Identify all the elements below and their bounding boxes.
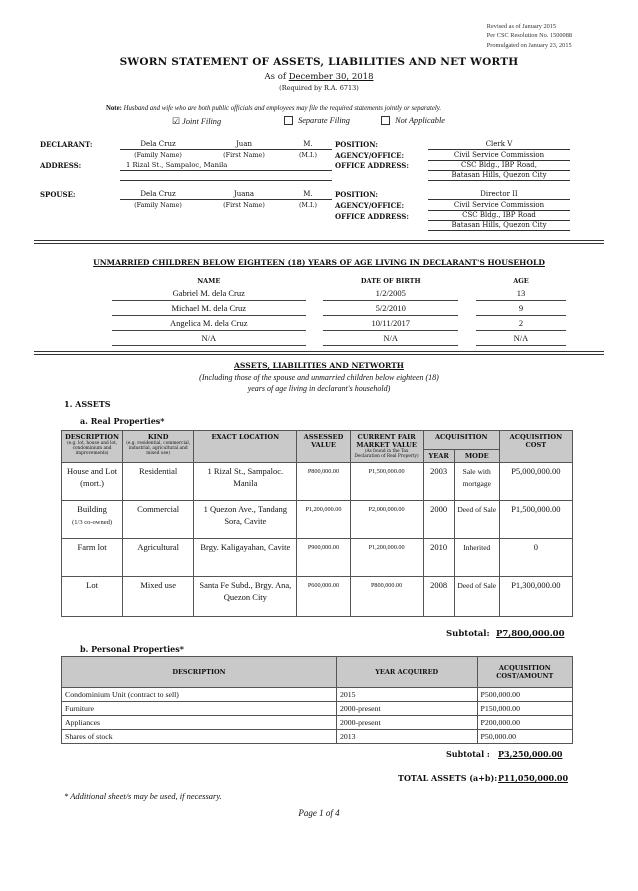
spouse-office-line2: Batasan Hills, Quezon City <box>451 221 547 229</box>
note-text: Husband and wife who are both public officials and employees may file the required statements jointly or separately. <box>123 105 442 112</box>
spouse-first-name: Juana <box>233 190 255 198</box>
rp-location: Santa Fe Subd., Brgy. Ana, Quezon City <box>194 577 297 617</box>
declarant-address: 1 Rizal St., Sampaloc, Manila <box>126 161 228 169</box>
table-row <box>62 730 573 744</box>
child-age: N/A <box>476 331 566 346</box>
pp-cost: P500,000.00 <box>477 688 572 702</box>
table-row <box>62 539 573 577</box>
rp-location: Brgy. Kaligayahan, Cavite <box>194 539 297 577</box>
family-name-caption: (Family Name) <box>134 151 182 159</box>
rp-cost: P5,000,000.00 <box>499 463 572 501</box>
position-label: POSITION: <box>335 140 379 149</box>
total-assets-label: TOTAL ASSETS (a+b): <box>398 773 498 783</box>
as-of-label: As of <box>264 72 286 82</box>
child-row <box>112 301 566 316</box>
child-dob: 1/2/2005 <box>323 286 458 301</box>
section-divider <box>34 240 604 244</box>
rp-cost: 0 <box>499 539 572 577</box>
rp-assessed: P800,000.00 <box>297 463 350 501</box>
joint-filing-label: Joint Filing <box>182 117 222 126</box>
rp-kind: Commercial <box>123 501 194 539</box>
spouse-mi-caption: (M.I.) <box>298 201 318 209</box>
declarant-name-line <box>120 149 332 150</box>
note <box>106 105 441 112</box>
spouse-position-label: POSITION: <box>335 190 379 199</box>
office-line-2 <box>428 180 570 181</box>
table-row <box>62 501 573 539</box>
col-dob: DATE OF BIRTH <box>360 277 421 285</box>
position-line <box>428 149 570 150</box>
revision-promulgated: Promulgated on January 23, 2015 <box>486 41 572 49</box>
rp-kind: Agricultural <box>123 539 194 577</box>
pp-year: 2013 <box>336 730 477 744</box>
child-name: Angelica M. dela Cruz <box>112 316 306 331</box>
rp-kind: Residential <box>123 463 194 501</box>
rp-col-kind: KIND (e.g. residential, commercial, industrial, agricultural and mixed use) <box>123 431 194 463</box>
required-by: (Required by R.A. 6713) <box>279 84 359 92</box>
table-row <box>62 702 573 716</box>
pp-desc: Furniture <box>62 702 337 716</box>
children-table <box>112 276 566 346</box>
child-name: N/A <box>112 331 306 346</box>
pp-year: 2000-present <box>336 702 477 716</box>
child-row <box>112 286 566 301</box>
rp-desc: Lot <box>62 577 123 617</box>
real-properties-table <box>61 430 573 617</box>
children-heading: UNMARRIED CHILDREN BELOW EIGHTEEN (18) YEARS OF AGE LIVING IN DECLARANT'S HOUSEHOLD <box>93 258 545 267</box>
table-row <box>62 463 573 501</box>
spouse-position: Director II <box>480 190 518 198</box>
declarant-family-name: Dela Cruz <box>140 140 176 148</box>
assets-subtitle-1: (Including those of the spouse and unmarried children below eighteen (18) <box>199 373 439 382</box>
rp-year: 2000 <box>423 501 454 539</box>
rp-col-mode: MODE <box>454 450 499 463</box>
rp-assessed: P600,000.00 <box>297 577 350 617</box>
agency-label: AGENCY/OFFICE: <box>335 151 405 160</box>
rp-kind: Mixed use <box>123 577 194 617</box>
rp-mode: Deed of Sale <box>454 501 499 539</box>
spouse-name-line <box>120 199 332 200</box>
real-subtotal-label: Subtotal: <box>446 629 490 639</box>
spouse-office-label: OFFICE ADDRESS: <box>335 212 409 221</box>
rp-col-year: YEAR <box>423 450 454 463</box>
rp-desc: House and Lot (mort.) <box>62 463 123 501</box>
spouse-agency: Civil Service Commission <box>453 201 545 209</box>
assets-heading: ASSETS, LIABILITIES AND NETWORTH <box>234 361 404 370</box>
pp-year: 2000-present <box>336 716 477 730</box>
rp-col-location: EXACT LOCATION <box>194 431 297 463</box>
child-dob: 10/11/2017 <box>323 316 458 331</box>
children-header-row <box>112 276 566 286</box>
pp-cost: P50,000.00 <box>477 730 572 744</box>
pp-desc: Shares of stock <box>62 730 337 744</box>
spouse-family-caption: (Family Name) <box>134 201 182 209</box>
declarant-position: Clerk V <box>485 140 513 148</box>
child-row <box>112 316 566 331</box>
rp-year: 2010 <box>423 539 454 577</box>
rp-cost: P1,500,000.00 <box>499 501 572 539</box>
rp-fair: P1,500,000.00 <box>350 463 423 501</box>
table-row <box>62 716 573 730</box>
spouse-office-line1: CSC Bldg., IBP Road <box>462 211 536 219</box>
personal-subtotal-value: P3,250,000.00 <box>498 749 563 759</box>
address-line-2 <box>120 180 332 181</box>
rp-col-assessed: ASSESSED VALUE <box>297 431 350 463</box>
additional-sheets-note: * Additional sheet/s may be used, if necessary. <box>64 791 222 801</box>
rp-header-row <box>62 431 573 450</box>
assets-label: 1. ASSETS <box>64 399 111 409</box>
table-row <box>62 577 573 617</box>
separate-filing-option[interactable] <box>284 116 350 126</box>
rp-fair: P1,200,000.00 <box>350 539 423 577</box>
revision-note <box>487 22 572 50</box>
declarant-mi: M. <box>303 140 313 148</box>
page-number: Page 1 of 4 <box>298 808 340 818</box>
pp-col-cost: ACQUISITION COST/AMOUNT <box>477 657 572 688</box>
first-name-caption: (First Name) <box>223 151 265 159</box>
rp-year: 2008 <box>423 577 454 617</box>
assets-subtitle-2: years of age living in declarant's household) <box>247 384 391 393</box>
spouse-mi: M. <box>303 190 313 198</box>
child-dob: 5/2/2010 <box>323 301 458 316</box>
declarant-label: DECLARANT: <box>40 140 93 149</box>
rp-year: 2003 <box>423 463 454 501</box>
spouse-family-name: Dela Cruz <box>140 190 176 198</box>
child-dob: N/A <box>323 331 458 346</box>
declarant-office-line1: CSC Bldg., IBP Road, <box>461 161 537 169</box>
child-age: 9 <box>476 301 566 316</box>
rp-col-acquisition: ACQUISITION <box>423 431 499 450</box>
separate-filing-label: Separate Filing <box>298 116 350 125</box>
pp-cost: P200,000.00 <box>477 716 572 730</box>
pp-desc: Appliances <box>62 716 337 730</box>
checked-box-icon[interactable]: ☑ <box>172 116 181 126</box>
table-row <box>62 688 573 702</box>
section-divider-2 <box>34 351 604 355</box>
rp-col-cost: ACQUISITION COST <box>499 431 572 463</box>
declarant-office-line2: Batasan Hills, Quezon City <box>451 171 547 179</box>
rp-desc: Building (1/3 co-owned) <box>62 501 123 539</box>
revision-date: Revised as of January 2015 <box>486 23 557 30</box>
address-label: ADDRESS: <box>40 161 82 170</box>
real-subtotal-value: P7,800,000.00 <box>496 629 565 639</box>
spouse-position-line <box>428 199 570 200</box>
rp-fair: P2,000,000.00 <box>350 501 423 539</box>
rp-assessed: P900,000.00 <box>297 539 350 577</box>
child-row <box>112 331 566 346</box>
rp-assessed: P1,200,000.00 <box>297 501 350 539</box>
rp-col-description: DESCRIPTION (e.g. lot, house and lot, condominium and improvements) <box>62 431 123 463</box>
pp-header-row <box>62 657 573 688</box>
child-age: 2 <box>476 316 566 331</box>
rp-location: 1 Rizal St., Sampaloc. Manila <box>194 463 297 501</box>
not-applicable-option[interactable] <box>381 116 445 126</box>
office-address-label: OFFICE ADDRESS: <box>335 161 409 170</box>
child-name: Gabriel M. dela Cruz <box>112 286 306 301</box>
rp-mode: Sale with mortgage <box>454 463 499 501</box>
spouse-agency-label: AGENCY/OFFICE: <box>335 201 405 210</box>
rp-cost: P1,300,000.00 <box>499 577 572 617</box>
child-age: 13 <box>476 286 566 301</box>
not-applicable-checkbox[interactable] <box>381 116 390 125</box>
spouse-office-line-2 <box>428 230 570 231</box>
declarant-agency: Civil Service Commission <box>453 151 545 159</box>
real-properties-label: a. Real Properties* <box>80 416 165 426</box>
joint-filing-option[interactable] <box>172 116 221 127</box>
col-name: NAME <box>197 277 221 285</box>
revision-resolution: Per CSC Resolution No. 1500088 <box>486 32 572 40</box>
pp-cost: P150,000.00 <box>477 702 572 716</box>
rp-mode: Inherited <box>454 539 499 577</box>
form-title: SWORN STATEMENT OF ASSETS, LIABILITIES AND NET WORTH <box>119 56 519 68</box>
personal-subtotal-label: Subtotal : <box>446 749 490 759</box>
spouse-label: SPOUSE: <box>40 190 76 199</box>
separate-filing-checkbox[interactable] <box>284 116 293 125</box>
pp-col-year: YEAR ACQUIRED <box>336 657 477 688</box>
note-label: Note: <box>106 105 122 112</box>
spouse-first-caption: (First Name) <box>223 201 265 209</box>
as-of-line <box>0 72 638 82</box>
not-applicable-label: Not Applicable <box>395 116 445 125</box>
col-age: AGE <box>513 277 529 285</box>
pp-desc: Condominium Unit (contract to sell) <box>62 688 337 702</box>
rp-col-fair: CURRENT FAIR MARKET VALUE (As found in the Tax Declaration of Real Property) <box>350 431 423 463</box>
pp-col-description: DESCRIPTION <box>62 657 337 688</box>
personal-properties-table <box>61 656 573 744</box>
personal-properties-label: b. Personal Properties* <box>80 644 184 654</box>
pp-year: 2015 <box>336 688 477 702</box>
rp-desc: Farm lot <box>62 539 123 577</box>
rp-fair: P800,000.00 <box>350 577 423 617</box>
address-line <box>120 170 332 171</box>
declarant-first-name: Juan <box>236 140 252 148</box>
child-name: Michael M. dela Cruz <box>112 301 306 316</box>
rp-location: 1 Quezon Ave., Tandang Sora, Cavite <box>194 501 297 539</box>
as-of-date: December 30, 2018 <box>288 72 374 82</box>
mi-caption: (M.I.) <box>298 151 318 159</box>
rp-mode: Deed of Sale <box>454 577 499 617</box>
total-assets-value: P11,050,000.00 <box>498 773 569 783</box>
